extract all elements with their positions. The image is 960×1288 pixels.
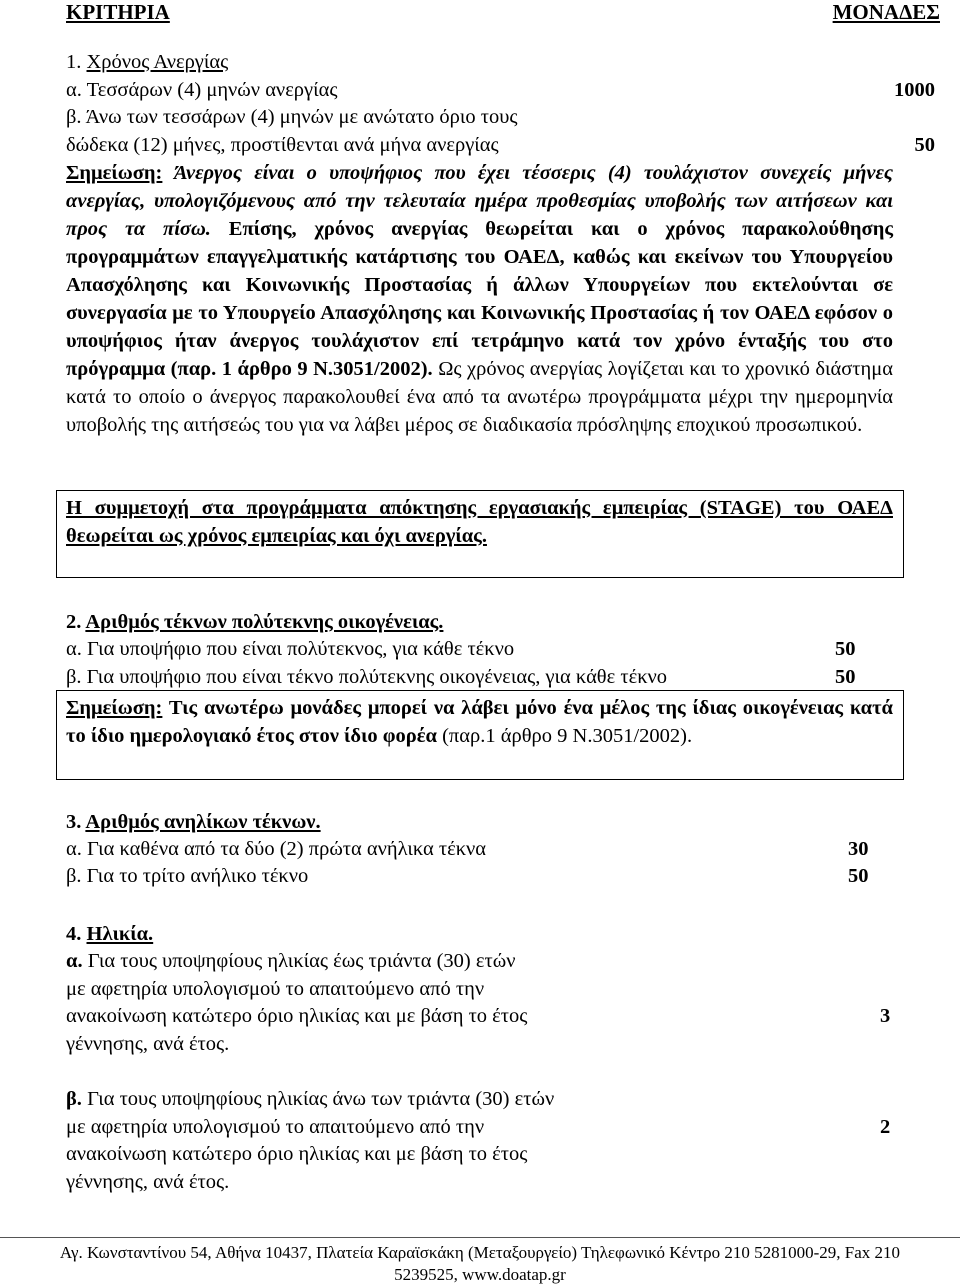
s1-note-plain: Ως χρόνος ανεργίας λογίζεται και το χρονικό διάστημα κατά το οποίο ο άνεργος παρακολουθεί ένα από τα ανωτέρω προγράμματα μέχρι την ημερομηνία υποβολής της αιτήσεώς του για να λάβει μέρος σε διαδικασία πρόσληψης εποχικού προσωπικού. bbox=[66, 358, 893, 436]
footer-divider bbox=[0, 1237, 960, 1238]
s1-note-bold: Επίσης, χρόνος ανεργίας θεωρείται και ο χρόνος παρακολούθησης προγραμμάτων επαγγελματικής κατάρτισης του ΟΑΕΔ, καθώς και εκείνων του Υπουργείου Απασχόλησης και Κοινωνικής Προστασίας ή άλλων Υπουργείων που εκτελούνται σε συνεργασία με το Υπουργείο Απασχόλησης και Κοινωνικής Προστασίας ή τον ΟΑΕΔ εφόσον ο υποψήφιος ήταν άνεργος τουλάχιστον επί τετράμηνο κατά τον χρόνο ένταξής του στο πρόγραμμα (παρ. 1 άρθρο 9 Ν.3051/2002). bbox=[66, 218, 893, 380]
section-1-number: 1. bbox=[66, 51, 82, 73]
stage-note-text: Η συμμετοχή στα προγράμματα απόκτησης εργασιακής εμπειρίας (STAGE) του ΟΑΕΔ θεωρείται ως χρόνος εμπειρίας και όχι ανεργίας. bbox=[66, 497, 893, 547]
s2-item-a: α. Για υποψήφιο που είναι πολύτεκνος, για κάθε τέκνο bbox=[66, 638, 515, 660]
s4-item-b-label: β. bbox=[66, 1088, 82, 1110]
s4-item-b-line3: ανακοίνωση κατώτερο όριο ηλικίας και με βάση το έτος bbox=[66, 1143, 528, 1165]
s4-item-a-line1 bbox=[66, 947, 515, 975]
s2-item-a-points: 50 bbox=[835, 638, 856, 660]
s1-item-b-points: 50 bbox=[914, 134, 935, 156]
s4-item-b-line4: γέννησης, ανά έτος. bbox=[66, 1171, 230, 1193]
s1-note-italic: Άνεργος είναι ο υποψήφιος που έχει τέσσερις (4) τουλάχιστον συνεχείς μήνες ανεργίας, υπολογιζόμενους από την τελευταία ημέρα προθεσμίας υποβολής των αιτήσεων και προς τα πίσω. bbox=[66, 162, 893, 240]
s2-note-plain: (παρ.1 άρθρο 9 Ν.3051/2002). bbox=[436, 725, 693, 747]
s1-item-a: α. Τεσσάρων (4) μηνών ανεργίας bbox=[66, 79, 338, 101]
footer-address: Αγ. Κωνσταντίνου 54, Αθήνα 10437, Πλατεία Καραϊσκάκη (Μεταξουργείο) Τηλεφωνικό Κέντρο 210 5281000-29, Fax 210 bbox=[59, 1243, 901, 1262]
s4-item-b-line1 bbox=[66, 1085, 554, 1113]
section-1-title: Χρόνος Ανεργίας bbox=[86, 51, 229, 73]
s1-item-b-line2: δώδεκα (12) μήνες, προστίθενται ανά μήνα ανεργίας bbox=[66, 134, 499, 156]
s1-item-a-points: 1000 bbox=[894, 79, 935, 101]
section-2-number: 2. bbox=[66, 611, 82, 633]
header-criteria: ΚΡΙΤΗΡΙΑ bbox=[66, 0, 170, 24]
s4-item-a-line4: γέννησης, ανά έτος. bbox=[66, 1033, 230, 1055]
section-2-title: Αριθμός τέκνων πολύτεκνης οικογένειας. bbox=[85, 611, 444, 633]
s2-note-label: Σημείωση: bbox=[66, 697, 163, 719]
s4-item-a-line2: με αφετηρία υπολογισμού το απαιτούμενο από την bbox=[66, 978, 485, 1000]
section-2-heading bbox=[66, 608, 443, 636]
section-4-heading bbox=[66, 920, 153, 948]
s3-item-b-points: 50 bbox=[848, 865, 869, 887]
s4-item-a-text: Για τους υποψηφίους ηλικίας έως τριάντα (30) ετών bbox=[82, 950, 516, 972]
footer-contact: 5239525, www.doatap.gr bbox=[394, 1265, 566, 1284]
s2-note-bold: Τις ανωτέρω μονάδες μπορεί να λάβει μόνο ένα μέλος της ίδιας οικογένειας κατά το ίδιο ημερολογιακό έτος στον ίδιο φορέα bbox=[66, 697, 893, 747]
s4-item-a-label: α. bbox=[66, 950, 83, 972]
section-1-heading bbox=[66, 48, 228, 76]
s4-item-a-points: 3 bbox=[880, 1005, 891, 1027]
s1-item-b-line1: β. Άνω των τεσσάρων (4) μηνών με ανώτατο όριο τους bbox=[66, 106, 518, 128]
s3-item-a: α. Για καθένα από τα δύο (2) πρώτα ανήλικα τέκνα bbox=[66, 838, 487, 860]
s1-note-label: Σημείωση: bbox=[66, 162, 163, 184]
s2-item-b-points: 50 bbox=[835, 666, 856, 688]
s4-item-b-text: Για τους υποψηφίους ηλικίας άνω των τριάντα (30) ετών bbox=[81, 1088, 555, 1110]
s2-note bbox=[66, 694, 893, 750]
section-3-number: 3. bbox=[66, 811, 82, 833]
section-3-title: Αριθμός ανηλίκων τέκνων. bbox=[85, 811, 321, 833]
s3-item-b: β. Για το τρίτο ανήλικο τέκνο bbox=[66, 865, 309, 887]
s3-item-a-points: 30 bbox=[848, 838, 869, 860]
section-4-title: Ηλικία. bbox=[86, 923, 154, 945]
s4-item-a-line3: ανακοίνωση κατώτερο όριο ηλικίας και με βάση το έτος bbox=[66, 1005, 528, 1027]
s4-item-b-points: 2 bbox=[880, 1116, 891, 1138]
s4-item-b-line2: με αφετηρία υπολογισμού το απαιτούμενο από την bbox=[66, 1116, 485, 1138]
header-units: ΜΟΝΑΔΕΣ bbox=[832, 0, 940, 24]
section-4-number: 4. bbox=[66, 923, 82, 945]
section-3-heading bbox=[66, 808, 321, 836]
s1-note bbox=[66, 159, 893, 439]
s2-item-b: β. Για υποψήφιο που είναι τέκνο πολύτεκνης οικογένειας, για κάθε τέκνο bbox=[66, 666, 668, 688]
